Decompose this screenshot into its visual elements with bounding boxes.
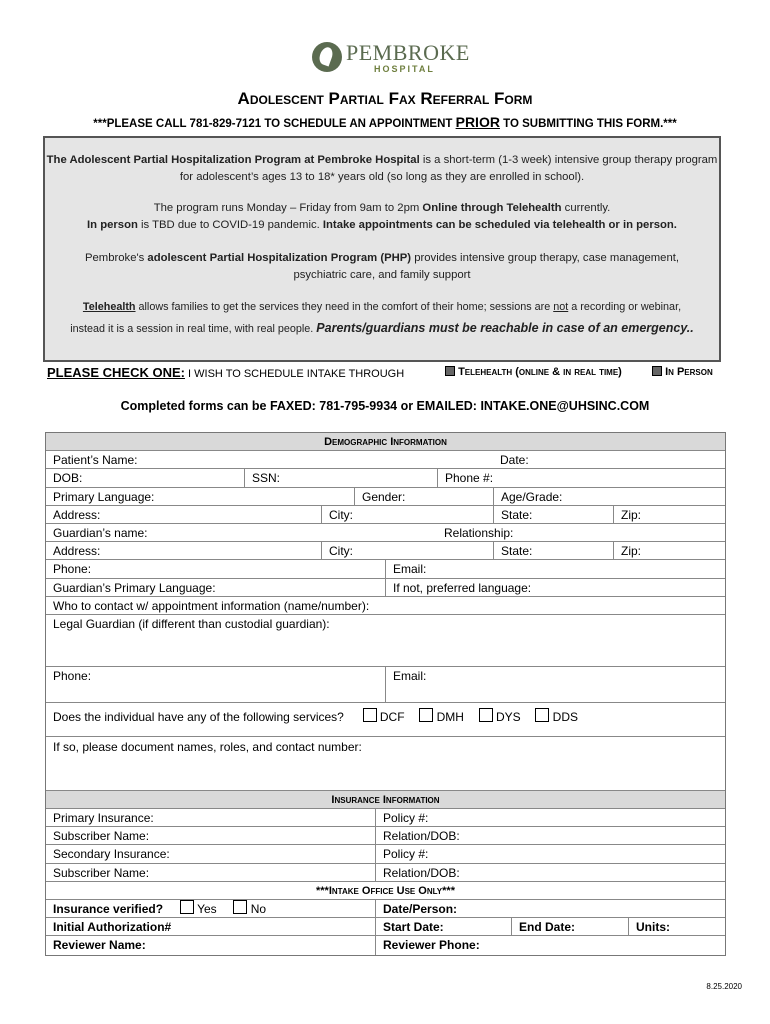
guardian-address-field[interactable]: Address: (53, 544, 101, 559)
info-p4c: provides intensive group therapy, case management, psychiatric care, and family support (293, 252, 680, 281)
row-dob (46, 469, 725, 487)
telehealth-label: Telehealth (online & in real time) (458, 366, 622, 378)
demographic-header: Demographic Information (46, 433, 725, 451)
yes-label: Yes (197, 902, 217, 916)
row-legal-guardian (46, 615, 725, 667)
info-p5a: Telehealth (82, 301, 136, 313)
call-line-pre: ***PLEASE CALL 781-829-7121 TO SCHEDULE AN APPOINTMENT (93, 118, 456, 130)
reviewer-phone-field[interactable]: Reviewer Phone: (375, 936, 727, 954)
info-paragraph-3 (45, 217, 719, 234)
intake-office-header: ***Intake Office Use Only*** (46, 882, 725, 900)
schedule-check-row (47, 365, 727, 383)
guardian-zip-field[interactable]: Zip: (613, 542, 727, 559)
leaf-logo-icon (312, 42, 342, 72)
primary-insurance-field[interactable]: Primary Insurance: (53, 811, 154, 826)
info-p3b: is TBD due to COVID-19 pandemic. (137, 219, 323, 231)
city-field[interactable]: City: (321, 506, 493, 523)
row-legal-guardian-contact (46, 667, 725, 703)
dcf-label: DCF (379, 709, 405, 724)
row-guardian-address (46, 542, 725, 560)
dmh-checkbox[interactable] (419, 708, 433, 722)
guardian-city-field[interactable]: City: (321, 542, 493, 559)
in-person-option[interactable] (652, 366, 713, 378)
info-p1-rest: is a short-term (1-3 week) intensive group therapy program for adolescent’s ages 13 to 18* years old (so long as they are enrolled in school). (179, 154, 718, 183)
row-language (46, 488, 725, 506)
relation-dob-field[interactable]: Relation/DOB: (375, 827, 727, 844)
info-p6a: instead it is a session in real time, with real people. (70, 323, 317, 335)
legal-guardian-field[interactable]: Legal Guardian (if different than custodial guardian): (53, 616, 330, 631)
check-text: I WISH TO SCHEDULE INTAKE THROUGH (184, 368, 405, 380)
info-paragraph-2 (45, 200, 719, 217)
patient-name-field[interactable]: Patient’s Name: (53, 453, 138, 468)
info-paragraph-4 (45, 250, 719, 284)
insurance-verified-field (46, 900, 375, 917)
info-p5d: a recording or webinar, (568, 301, 682, 313)
initial-authorization-field[interactable]: Initial Authorization# (53, 920, 172, 935)
email-field[interactable]: Email: (385, 560, 727, 577)
info-paragraph-1 (45, 152, 719, 186)
guardian-language-field[interactable]: Guardian’s Primary Language: (53, 580, 216, 595)
call-instruction (0, 114, 770, 130)
dds-label: DDS (552, 709, 578, 724)
fax-email-line: Completed forms can be FAXED: 781-795-9934 or EMAILED: INTAKE.ONE@UHSINC.COM (120, 399, 650, 413)
date-person-field[interactable]: Date/Person: (375, 900, 727, 917)
call-line-prior: PRIOR (455, 114, 500, 130)
primary-policy-field[interactable]: Policy #: (375, 809, 727, 826)
info-paragraph-6 (45, 320, 719, 338)
row-address (46, 506, 725, 524)
guardian-name-field[interactable]: Guardian’s name: (53, 525, 148, 540)
form-title: Adolescent Partial Fax Referral Form (237, 89, 533, 108)
pembroke-logo (312, 40, 472, 76)
in-person-checkbox[interactable] (652, 366, 662, 376)
phone-number-field[interactable]: Phone #: (437, 469, 727, 486)
dys-label: DYS (495, 709, 521, 724)
row-patient-name (46, 451, 725, 469)
row-who-contact (46, 597, 725, 615)
relation-dob-2-field[interactable]: Relation/DOB: (375, 864, 727, 881)
dds-checkbox[interactable] (535, 708, 549, 722)
row-secondary-insurance (46, 845, 725, 863)
row-subscriber-1 (46, 827, 725, 845)
dcf-checkbox[interactable] (363, 708, 377, 722)
footer-date: 8.25.2020 (706, 982, 742, 991)
info-p5b: allows families to get the services they need in the comfort of their home; sessions are (135, 301, 554, 313)
row-reviewer (46, 936, 725, 954)
insurance-verified-label: Insurance verified? (53, 902, 164, 916)
services-question (46, 703, 727, 736)
guardian-state-field[interactable]: State: (493, 542, 613, 559)
logo-subtitle: HOSPITAL (374, 64, 435, 74)
program-info-box (43, 136, 721, 362)
info-p2b: Online through Telehealth (422, 202, 562, 214)
row-if-so (46, 737, 725, 791)
info-p4b: adolescent Partial Hospitalization Program (PHP) (147, 252, 412, 264)
info-p4a: Pembroke's (84, 252, 148, 264)
row-insurance-verified (46, 900, 725, 918)
legal-guardian-phone-field[interactable]: Phone: (53, 668, 92, 683)
gender-field[interactable]: Gender: (354, 488, 493, 505)
row-primary-insurance (46, 809, 725, 827)
units-field[interactable]: Units: (628, 918, 727, 935)
dob-field[interactable]: DOB: (53, 471, 83, 486)
insurance-header: Insurance Information (46, 791, 725, 809)
legal-guardian-email-field[interactable]: Email: (385, 667, 727, 702)
info-p1-bold: The Adolescent Partial Hospitalization Program at Pembroke Hospital (46, 154, 420, 166)
dys-checkbox[interactable] (479, 708, 493, 722)
services-question-text: Does the individual have any of the following services? (53, 709, 344, 724)
insurance-yes-checkbox[interactable] (180, 900, 194, 914)
age-grade-field[interactable]: Age/Grade: (493, 488, 727, 505)
info-p6b: Parents/guardians must be reachable in case of an emergency.. (316, 321, 694, 335)
logo-name: PEMBROKE (346, 40, 470, 65)
info-paragraph-5 (45, 299, 719, 316)
check-label: PLEASE CHECK ONE: (47, 365, 185, 380)
row-phone-email (46, 560, 725, 578)
zip-field[interactable]: Zip: (613, 506, 727, 523)
info-p2c: currently. (561, 202, 611, 214)
no-label: No (250, 902, 267, 916)
referral-form-table (45, 432, 726, 956)
row-guardian-language (46, 579, 725, 597)
info-p3c: Intake appointments can be scheduled via telehealth or in person. (322, 219, 677, 231)
primary-language-field[interactable]: Primary Language: (53, 489, 155, 504)
ssn-field[interactable]: SSN: (244, 469, 437, 486)
subscriber-name-field[interactable]: Subscriber Name: (53, 829, 150, 844)
info-p2a: The program runs Monday – Friday from 9am to 2pm (153, 202, 423, 214)
subscriber-name-2-field[interactable]: Subscriber Name: (53, 865, 150, 880)
telehealth-checkbox[interactable] (445, 366, 455, 376)
end-date-field[interactable]: End Date: (511, 918, 628, 935)
row-services (46, 703, 725, 737)
row-authorization (46, 918, 725, 936)
secondary-insurance-field[interactable]: Secondary Insurance: (53, 847, 170, 862)
dmh-label: DMH (436, 709, 464, 724)
address-field[interactable]: Address: (53, 507, 101, 522)
relationship-field[interactable]: Relationship: (444, 525, 514, 540)
row-guardian (46, 524, 725, 542)
reviewer-name-field[interactable]: Reviewer Name: (53, 938, 146, 953)
who-contact-field[interactable]: Who to contact w/ appointment information (name/number): (53, 598, 370, 613)
preferred-language-field[interactable]: If not, preferred language: (385, 579, 727, 596)
call-line-post: TO SUBMITTING THIS FORM.*** (499, 118, 677, 130)
phone-field[interactable]: Phone: (53, 562, 92, 577)
start-date-field[interactable]: Start Date: (375, 918, 511, 935)
info-p3a: In person (87, 219, 138, 231)
state-field[interactable]: State: (493, 506, 613, 523)
in-person-label: In Person (665, 366, 713, 378)
row-subscriber-2 (46, 864, 725, 882)
telehealth-option[interactable] (445, 366, 622, 378)
insurance-no-checkbox[interactable] (233, 900, 247, 914)
info-p5c: not (553, 301, 569, 313)
date-field[interactable]: Date: (500, 453, 529, 468)
secondary-policy-field[interactable]: Policy #: (375, 845, 727, 862)
if-so-field[interactable]: If so, please document names, roles, and contact number: (53, 739, 362, 754)
